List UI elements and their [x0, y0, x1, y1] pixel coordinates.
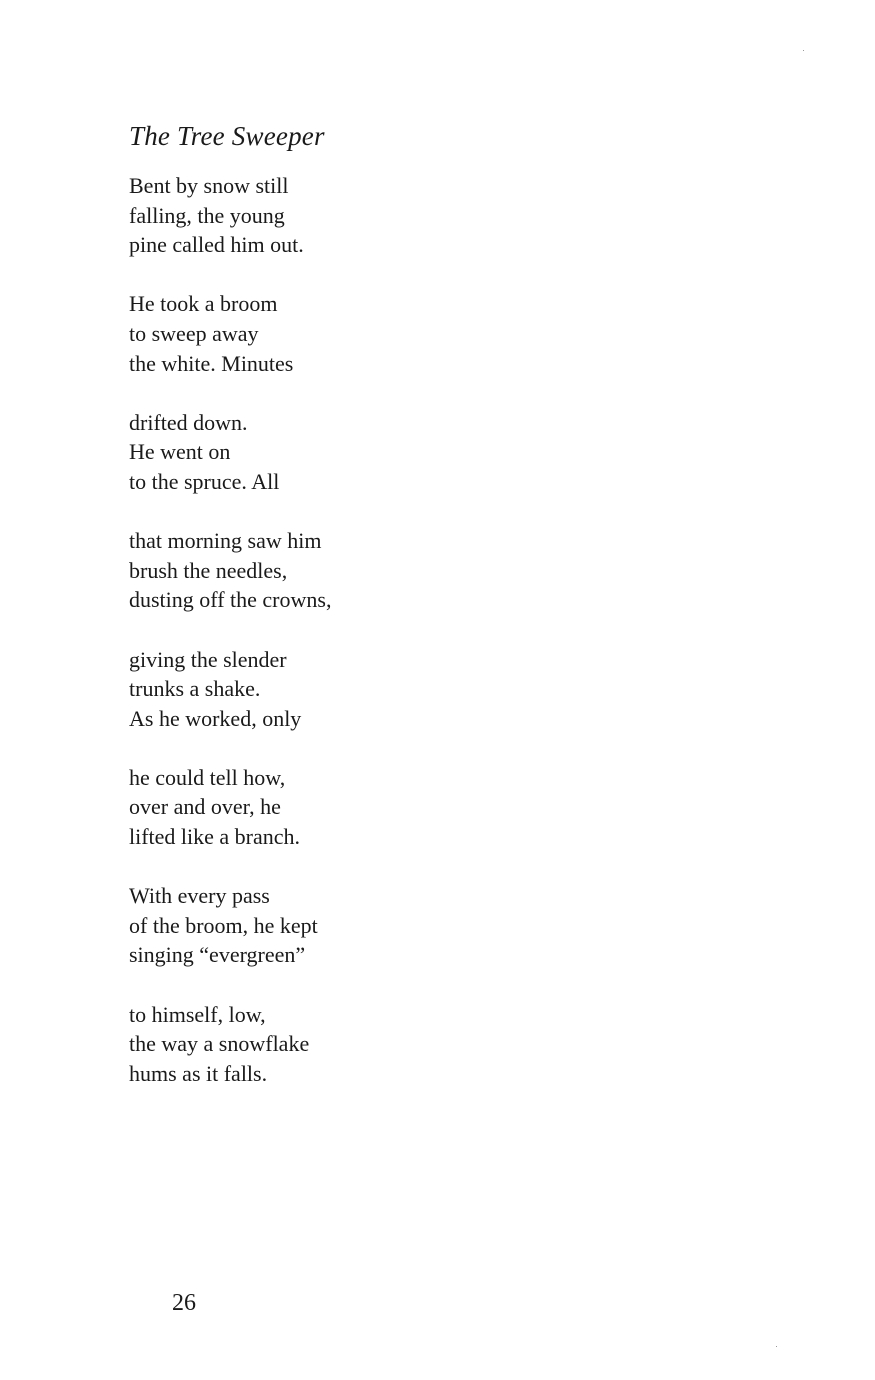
stanza	[129, 645, 549, 734]
poem-line: he could tell how,	[129, 764, 286, 790]
poem-line: Bent by snow still	[129, 173, 289, 198]
stanza	[129, 171, 549, 260]
stanza	[129, 526, 549, 615]
poem-line: over and over, he	[129, 794, 281, 820]
stanza	[129, 408, 549, 497]
page-speck	[776, 1346, 777, 1347]
poem-line: to himself, low,	[129, 1001, 266, 1027]
poem-title: The Tree Sweeper	[129, 121, 325, 151]
poem-line: giving the slender	[129, 646, 287, 672]
poem-line: falling, the young	[129, 202, 285, 228]
poem-line: With every pass	[129, 883, 270, 909]
poem-line: lifted like a branch.	[129, 824, 301, 850]
poem-line: the white. Minutes	[129, 350, 294, 376]
stanza	[129, 289, 549, 378]
poem-line: the way a snowflake	[129, 1031, 310, 1057]
poem-line: singing “evergreen”	[129, 942, 306, 968]
stanza	[129, 881, 549, 970]
poem-line: of the broom, he kept	[129, 912, 318, 938]
poem-body	[129, 171, 549, 1118]
page-speck	[803, 50, 804, 51]
stanza	[129, 763, 549, 852]
poem-line: pine called him out.	[129, 232, 304, 258]
poem-line: to the spruce. All	[129, 468, 280, 494]
poem-line: drifted down.	[129, 409, 248, 435]
poem-line: that morning saw him	[129, 528, 322, 554]
poem-line: He went on	[129, 439, 231, 465]
poem-line: brush the needles,	[129, 557, 288, 583]
poem-line: trunks a shake.	[129, 676, 261, 702]
poem-line: dusting off the crowns,	[129, 587, 332, 613]
poem-line: hums as it falls.	[129, 1060, 268, 1086]
poem-line: He took a broom	[129, 291, 278, 317]
poem-line: to sweep away	[129, 320, 259, 346]
poem-line: As he worked, only	[129, 705, 302, 731]
stanza	[129, 1000, 549, 1089]
page-number: 26	[172, 1290, 196, 1316]
